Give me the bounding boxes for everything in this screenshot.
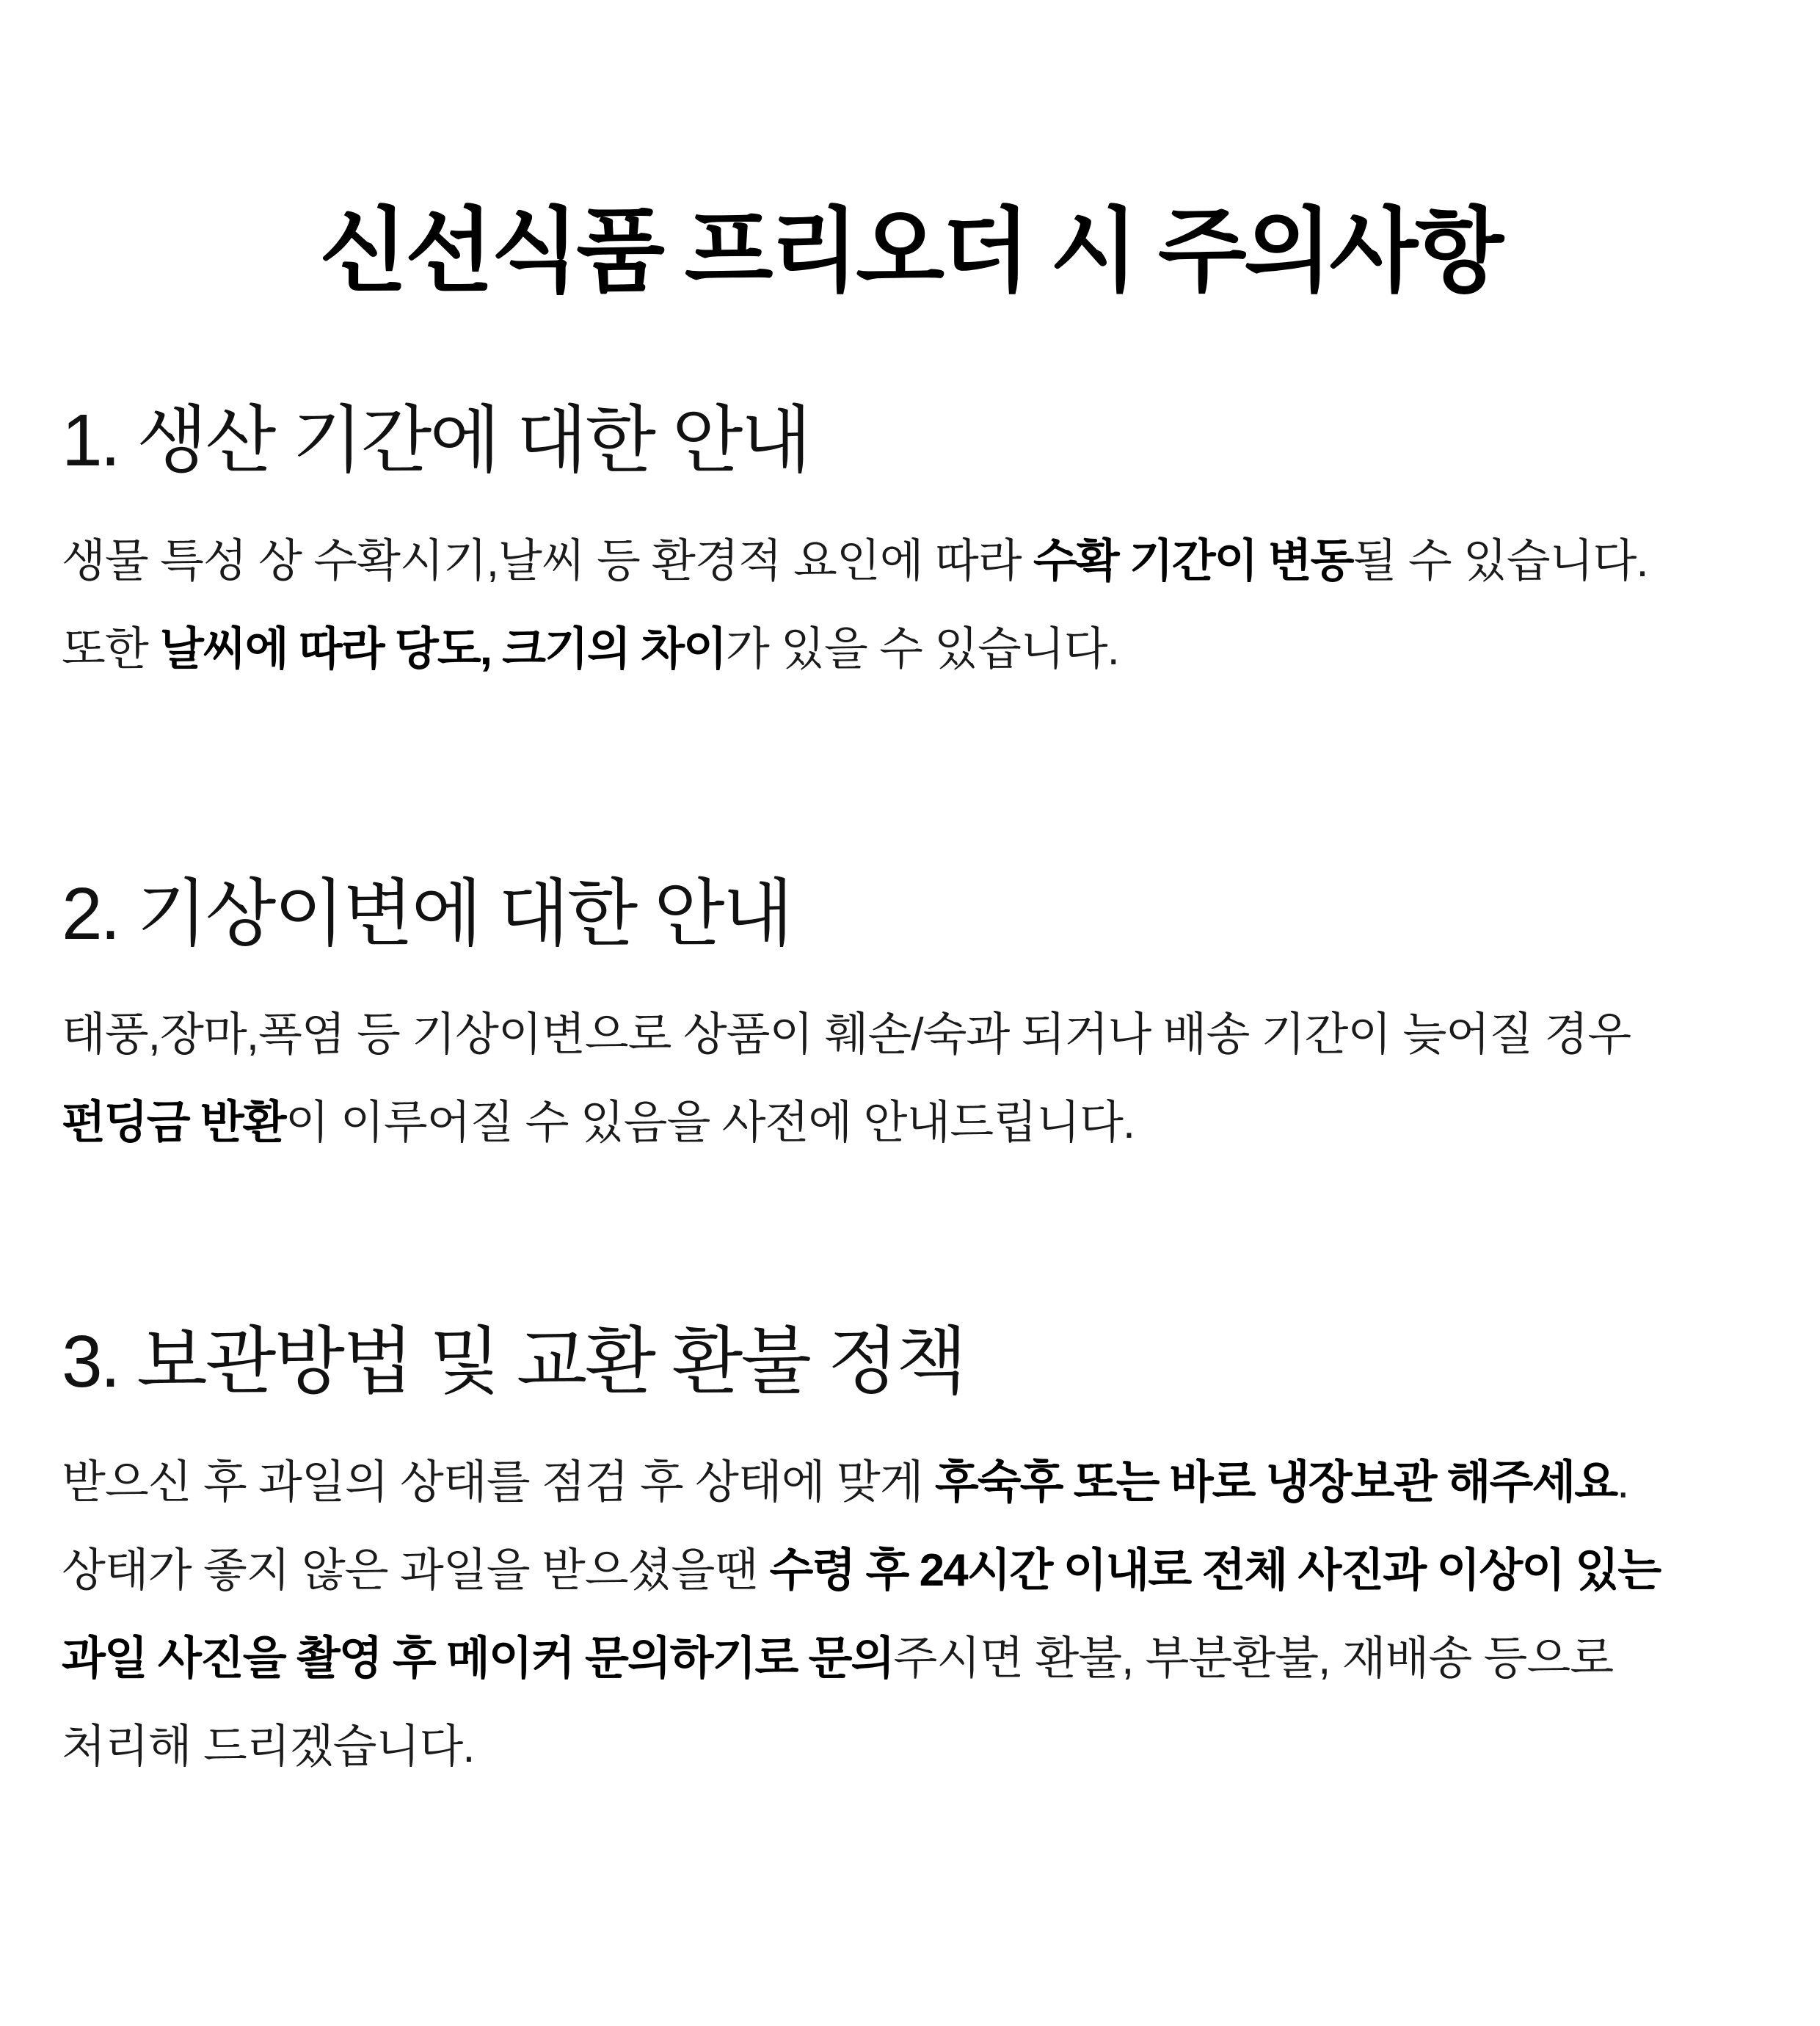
text-run: 생물 특성 상 수확시기,날씨 등 환경적 요인에 따라	[62, 536, 1033, 587]
text-run-bold: 과일 사진을 촬영 후 메이커 문의하기로 문의	[62, 1633, 894, 1684]
body-line	[62, 518, 1758, 606]
section-heading: 3. 보관방법 및 교환 환불 정책	[62, 1321, 965, 1403]
text-run: 가 있을 수 있습니다.	[725, 624, 1119, 675]
text-run: .	[1617, 1457, 1629, 1508]
text-run: 또한	[62, 624, 161, 675]
section	[62, 393, 1758, 694]
text-run: 될 수 있습니다.	[1353, 536, 1648, 587]
body-line	[62, 991, 1758, 1079]
section-body	[62, 518, 1758, 694]
page-title: 신선식품 프리오더 시 주의사항	[319, 200, 1501, 302]
sections-container	[62, 393, 1758, 1791]
section-body	[62, 1439, 1758, 1791]
text-run-bold: 날씨에 따라 당도, 크기의 차이	[160, 624, 726, 675]
body-line	[62, 1439, 1758, 1527]
text-run: 주시면 환불, 부분환불, 재배송 등으로	[893, 1633, 1614, 1684]
section	[62, 866, 1758, 1167]
text-run: 받으신 후 과일의 상태를 점검 후 상태에 맞게	[62, 1457, 935, 1508]
notice-page	[0, 191, 1820, 2026]
section-heading: 2. 기상이변에 대한 안내	[62, 873, 792, 955]
section-body	[62, 991, 1758, 1167]
text-run-bold: 펀딩금 반환	[62, 1097, 285, 1148]
section	[62, 1314, 1758, 1791]
text-run: 이 이루어질 수 있음을 사전에 안내드립니다.	[285, 1097, 1135, 1148]
text-run-bold: 후숙후 또는 바로 냉장보관 해주세요	[934, 1457, 1617, 1508]
text-run-bold: 수확 기간이 변동	[1033, 536, 1353, 587]
body-line	[62, 1527, 1758, 1615]
text-run: 처리해 드리겠습니다.	[62, 1721, 475, 1772]
text-run: 태풍,장마,폭염 등 기상이변으로 상품이 훼손/숙과 되거나 배송 기간이 늦어질 경우	[62, 1009, 1631, 1060]
text-run: 상태가 좋지 않은 과일을 받으셨을땐	[62, 1545, 770, 1596]
section-heading: 1. 생산 기간에 대한 안내	[62, 399, 809, 482]
body-line	[62, 1615, 1758, 1703]
text-run-bold: 수령 후 24시간 이내로 전체 사진과 이상이 있는	[769, 1545, 1661, 1596]
body-line	[62, 1079, 1758, 1167]
body-line	[62, 606, 1758, 694]
body-line	[62, 1703, 1758, 1791]
